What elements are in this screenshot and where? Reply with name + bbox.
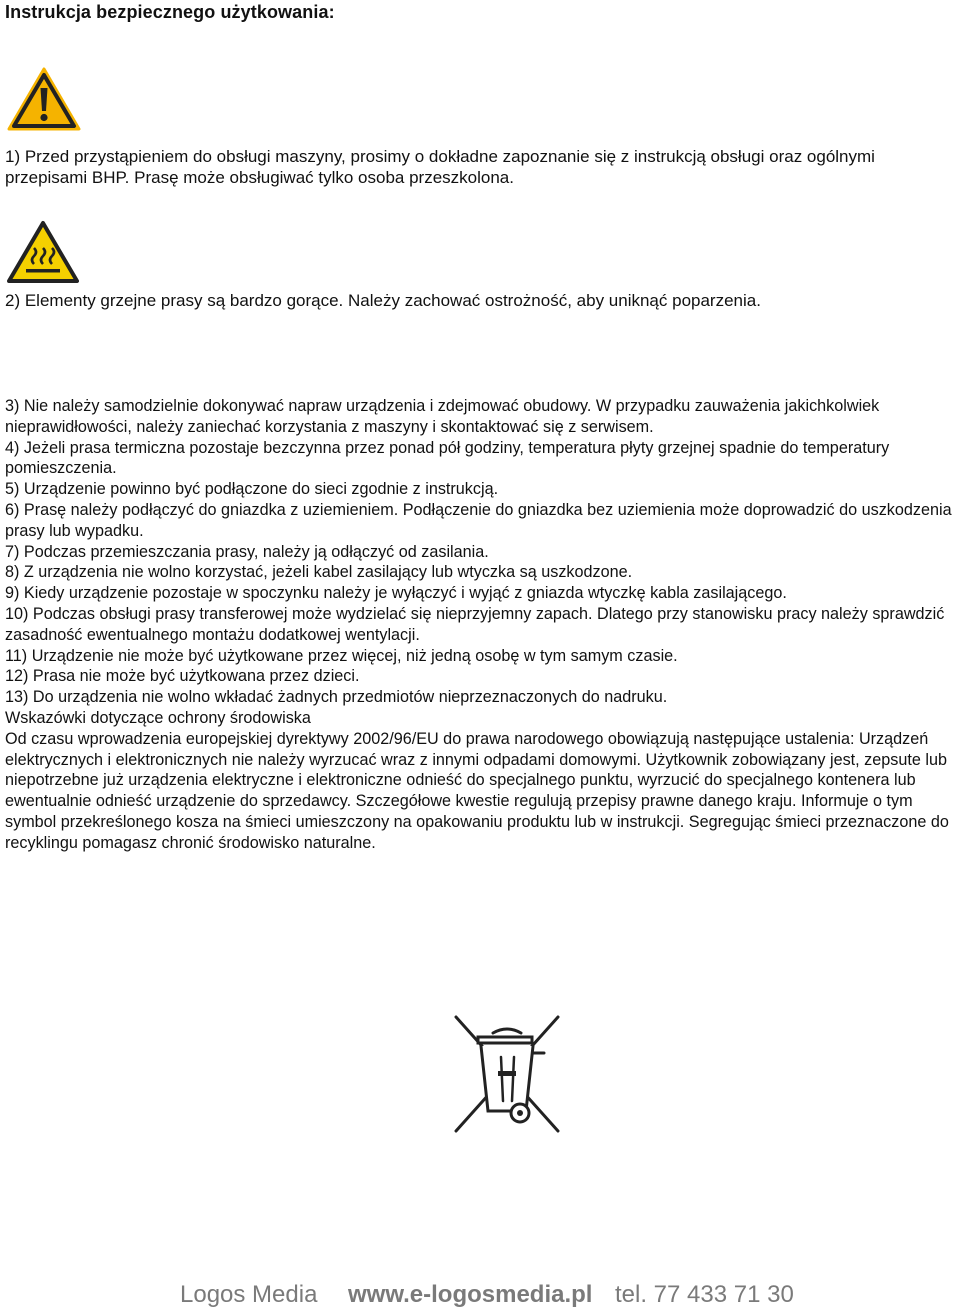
footer-website[interactable]: www.e-logosmedia.pl xyxy=(348,1281,593,1308)
instruction-item: 12) Prasa nie może być użytkowana przez dzieci. xyxy=(5,667,360,686)
instruction-item: 10) Podczas obsługi prasy transferowej może wydzielać się nieprzyjemny zapach. Dlatego przy stanowisku pracy należy sprawdzić zasadność ewentualnego montażu dodatkowej wentylacji. xyxy=(5,604,945,644)
environment-text: Od czasu wprowadzenia europejskiej dyrektywy 2002/96/EU do prawa narodowego obowiązują następujące ustalenia: Urządzeń elektrycznych i elektronicznych nie należy wyrzucać wraz z innymi odpadami domowymi. Użytkownik zobowiązany jest, zepsute lub niepotrzebne już urządzenia elektryczne i elektroniczne odnieść do specjalnego punktu, wyrzucić do specjalnego kontenera lub ewentualnie odnieść urządzenie do sprzedawcy. Szczegółowe kwestie regulują przepisy prawne danego kraju. Informuje o tym symbol przekreślonego kosza na śmieci umieszczony na opakowaniu produktu lub w instrukcji. Segregując śmieci przeznaczone do recyklingu pomagasz chronić środowisko naturalne. xyxy=(5,729,949,852)
instruction-item: 9) Kiedy urządzenie pozostaje w spoczynku należy je wyłączyć i wyjąć z gniazda wtyczkę kabla zasilającego. xyxy=(5,584,787,603)
crossed-out-wheelie-bin-icon xyxy=(450,1013,566,1135)
instruction-2: 2) Elementy grzejne prasy są bardzo gorące. Należy zachować ostrożność, aby uniknąć poparzenia. xyxy=(5,291,761,310)
hot-surface-icon xyxy=(7,220,79,284)
instruction-item: 6) Prasę należy podłączyć do gniazdka z uziemieniem. Podłączenie do gniazdka bez uziemienia może doprowadzić do uszkodzenia prasy lub wypadku. xyxy=(5,500,952,540)
instruction-item: 8) Z urządzenia nie wolno korzystać, jeżeli kabel zasilający lub wtyczka są uszkodzone. xyxy=(5,563,633,582)
instruction-item: 7) Podczas przemieszczania prasy, należy ją odłączyć od zasilania. xyxy=(5,542,489,561)
footer xyxy=(0,1281,960,1311)
page-title: Instrukcja bezpiecznego użytkowania: xyxy=(5,2,335,22)
instruction-item: 4) Jeżeli prasa termiczna pozostaje bezczynna przez ponad pół godziny, temperatura płyty grzejnej spadnie do temperatury pomieszczenia. xyxy=(5,438,890,478)
instruction-item: 13) Do urządzenia nie wolno wkładać żadnych przedmiotów nieprzeznaczonych do nadruku. xyxy=(5,688,668,707)
footer-phone: tel. 77 433 71 30 xyxy=(615,1281,794,1308)
instructions-list xyxy=(5,396,960,854)
warning-triangle-icon xyxy=(7,66,81,132)
instruction-item: 5) Urządzenie powinno być podłączone do sieci zgodnie z instrukcją. xyxy=(5,480,499,499)
environment-heading: Wskazówki dotyczące ochrony środowiska xyxy=(5,708,311,727)
footer-company: Logos Media xyxy=(180,1281,318,1308)
instruction-item: 3) Nie należy samodzielnie dokonywać napraw urządzenia i zdejmować obudowy. W przypadku zauważenia jakichkolwiek nieprawidłowości, należy zaniechać korzystania z maszyny i skontaktować się z serwisem. xyxy=(5,397,880,436)
instruction-item: 11) Urządzenie nie może być użytkowane przez więcej, niż jedną osobę w tym samym czasie. xyxy=(5,646,678,665)
instruction-1: 1) Przed przystąpieniem do obsługi maszyny, prosimy o dokładne zapoznanie się z instrukcją obsługi oraz ogólnymi przepisami BHP. Prasę może obsługiwać tylko osoba przeszkolona. xyxy=(5,147,875,187)
